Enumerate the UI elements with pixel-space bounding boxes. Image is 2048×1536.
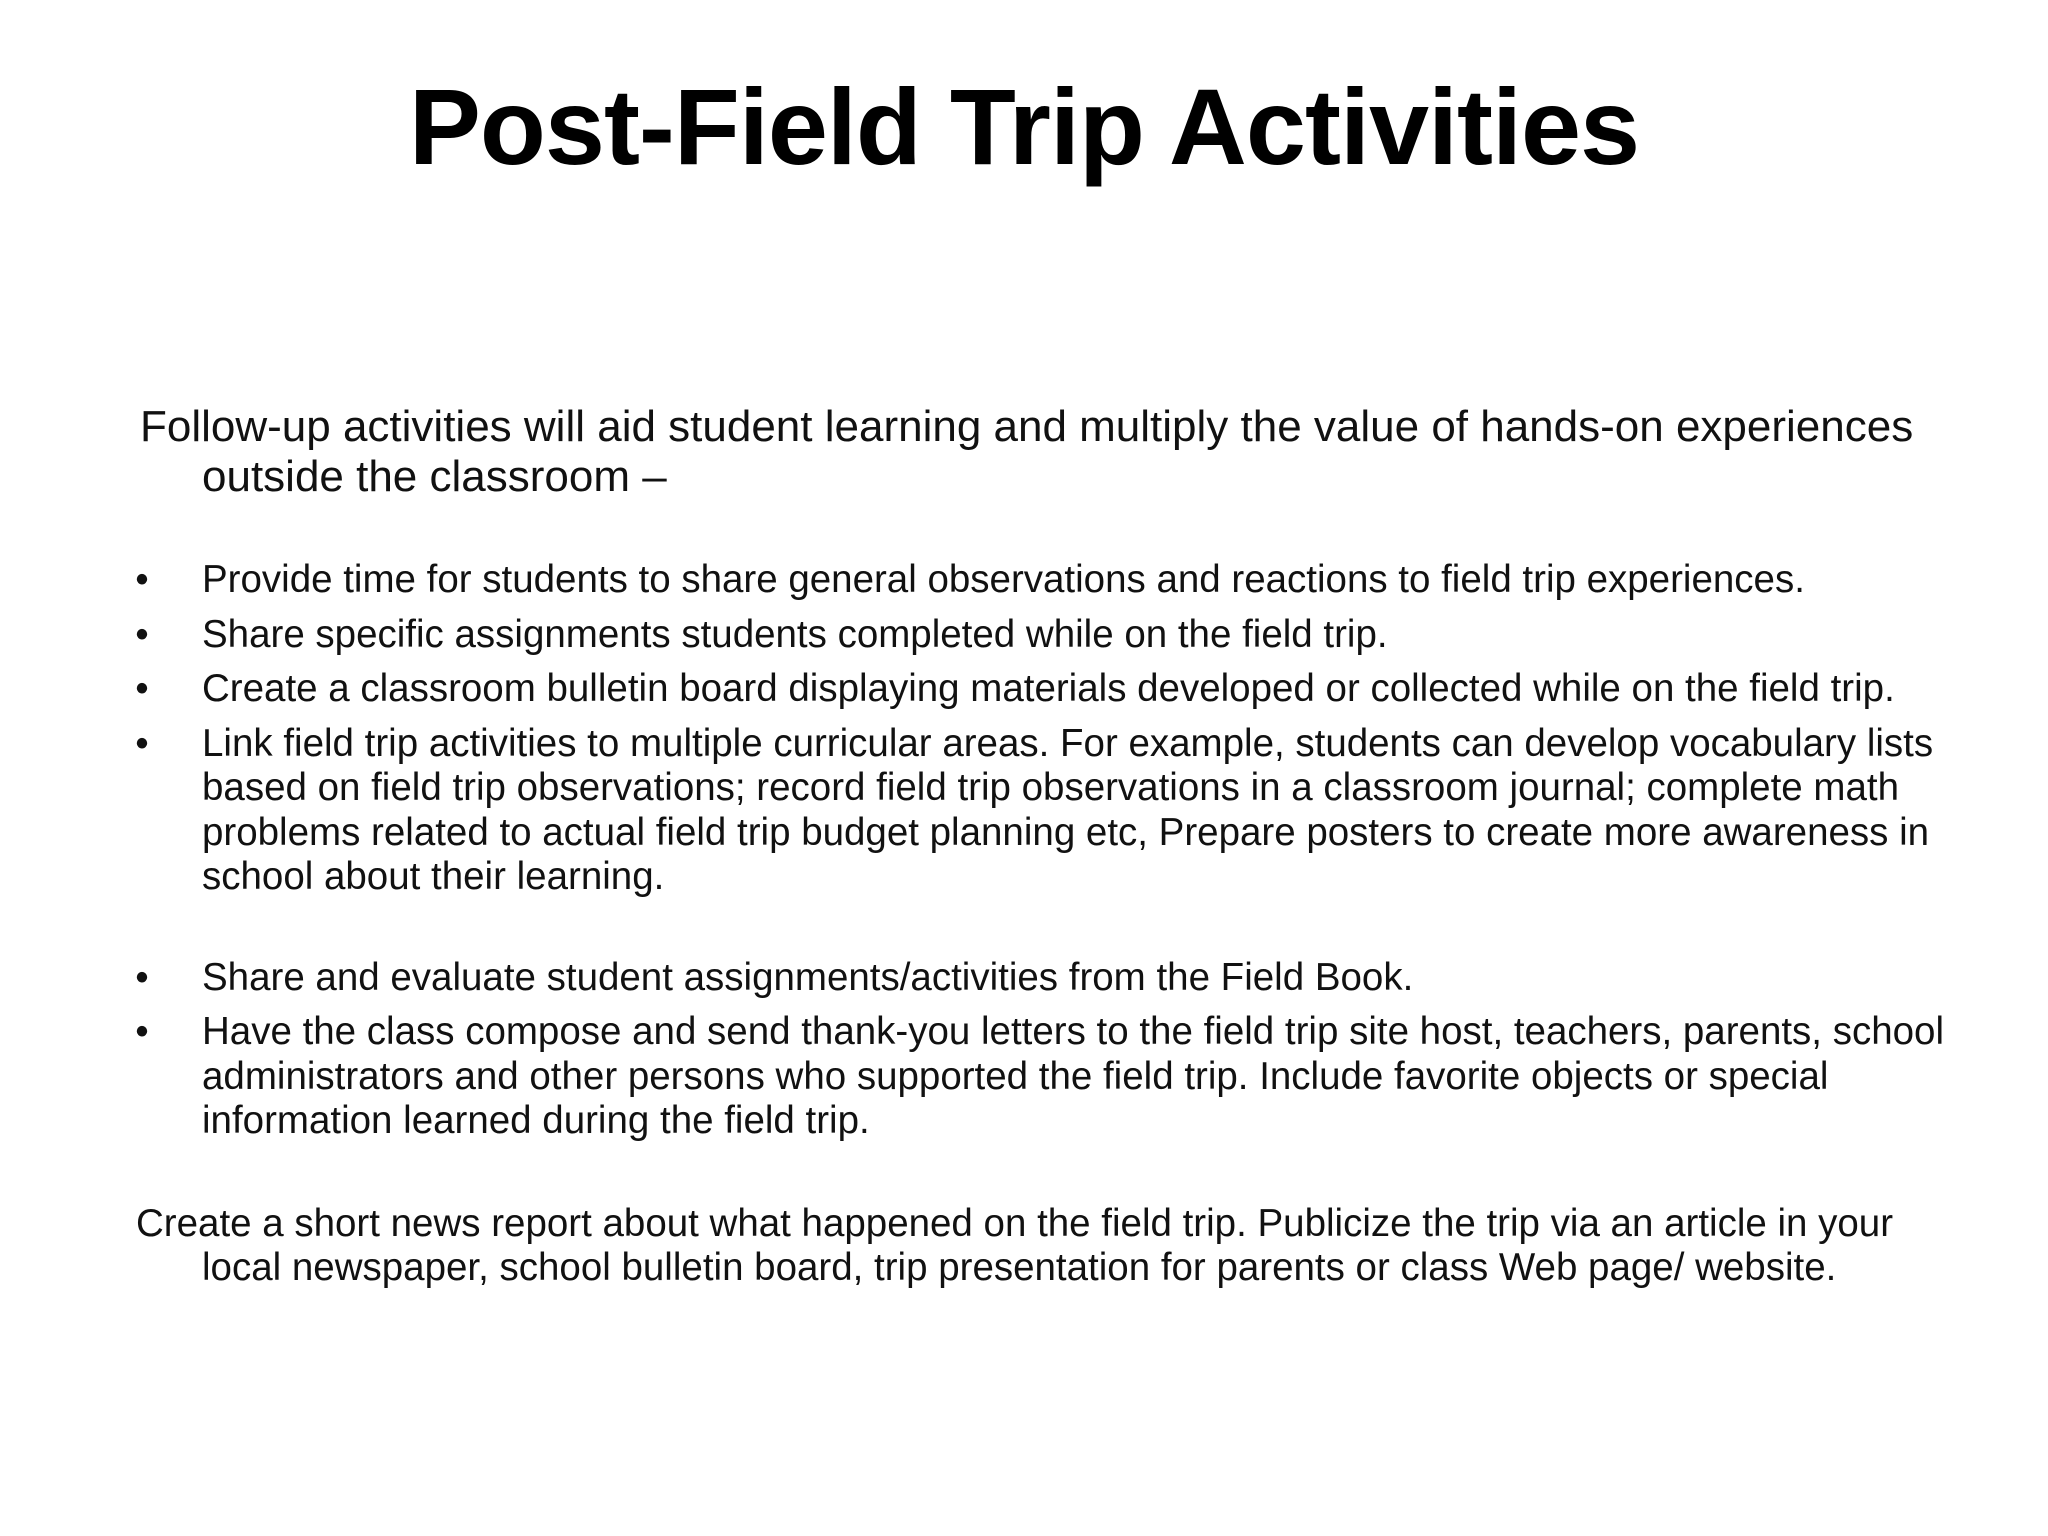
bullet-dot-icon: • — [135, 721, 149, 765]
bullet-text: Provide time for students to share general observations and reactions to field trip experiences. — [202, 558, 1805, 601]
bullet-item — [132, 722, 1972, 900]
closing-paragraph: Create a short news report about what happened on the field trip. Publicize the trip via an article in your local newspaper, school bulletin board, trip presentation for parents or class Web page/ website. — [136, 1201, 1894, 1289]
bullet-dot-icon: • — [135, 558, 149, 601]
slide-body — [132, 402, 1972, 1291]
bullet-text: Have the class compose and send thank-you letters to the field trip site host, teachers, parents, school administrators and other persons who supported the field trip. Include favorite objects or special information learned during the field trip. — [202, 1010, 1944, 1142]
bullet-text: Create a classroom bulletin board displaying materials developed or collected while on the field trip. — [202, 667, 1895, 710]
bullet-item — [132, 613, 1972, 658]
bullet-item — [132, 667, 1972, 712]
intro-paragraph: Follow-up activities will aid student learning and multiply the value of hands-on experiences outside the classroom – — [140, 402, 1914, 501]
bullet-text: Share specific assignments students completed while on the field trip. — [202, 612, 1388, 656]
bullet-text: Share and evaluate student assignments/activities from the Field Book. — [202, 955, 1414, 999]
bullet-dot-icon: • — [135, 667, 149, 710]
bullet-item — [132, 1010, 1972, 1144]
bullet-item — [132, 956, 1972, 1001]
bullet-item — [132, 558, 1972, 603]
bullet-dot-icon: • — [135, 955, 149, 999]
bullet-dot-icon: • — [135, 1010, 149, 1053]
bullet-text: Link field trip activities to multiple curricular areas. For example, students can develop vocabulary lists based on field trip observations; record field trip observations in a classroom journal; complete math problems related to actual field trip budget planning etc, Prepare posters to create more awareness in school about their learning. — [202, 721, 1934, 898]
bullet-dot-icon: • — [135, 612, 149, 656]
bullet-list — [132, 558, 1972, 1144]
slide-title: Post-Field Trip Activities — [408, 66, 1640, 187]
